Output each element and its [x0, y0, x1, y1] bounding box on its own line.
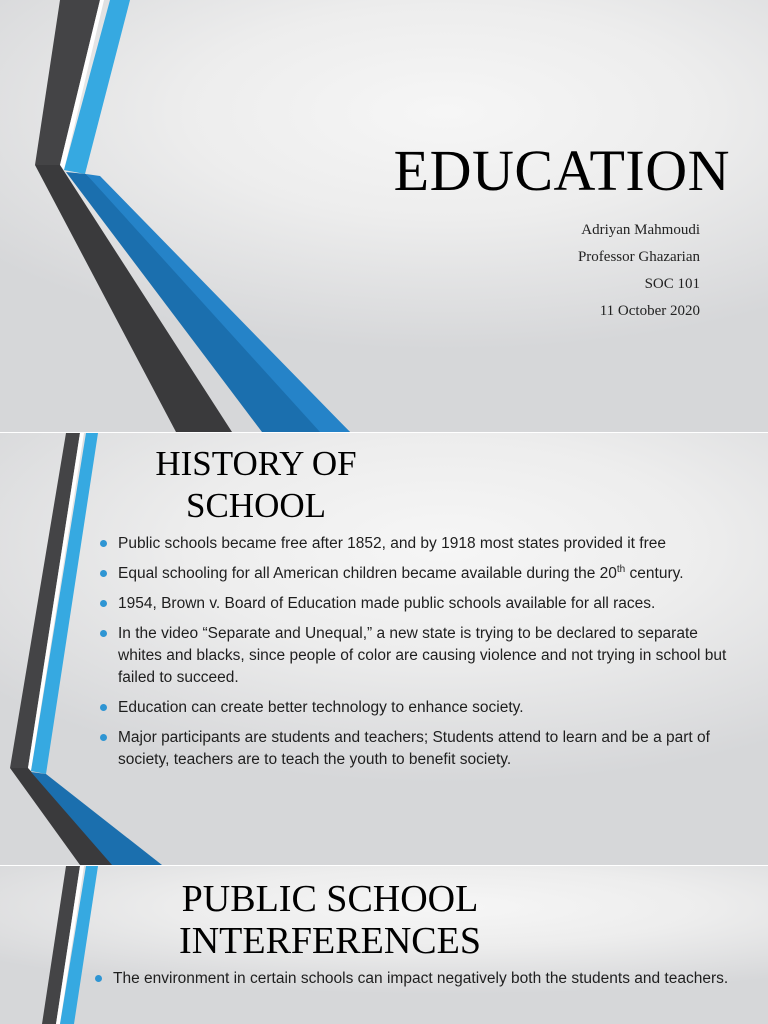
list-item: [100, 623, 730, 689]
course-code: SOC 101: [644, 276, 700, 292]
slide-title: [128, 443, 384, 527]
bullet-text: In the video “Separate and Unequal,” a new state is trying to be declared to separate whites and blacks, since people of color are causing violence and not trying in school but failed to succeed.: [118, 625, 727, 686]
swoosh-white-edge: [28, 433, 84, 771]
list-item: [100, 563, 730, 585]
bullet-text: 1954, Brown v. Board of Education made public schools available for all races.: [118, 595, 656, 612]
list-item: [100, 727, 730, 771]
slide-title-line2: INTERFERENCES: [179, 920, 481, 962]
slide-title: [0, 0, 768, 432]
slide-title-line2: SCHOOL: [185, 486, 327, 525]
bullet-text: Public schools became free after 1852, and by 1918 most states provided it free: [118, 535, 666, 552]
presentation-title: EDUCATION: [393, 138, 730, 203]
slide-title-line1: PUBLIC SCHOOL: [181, 878, 479, 920]
bullet-icon: [95, 975, 102, 982]
swoosh-decoration: [0, 0, 420, 432]
bullet-icon: [100, 540, 107, 547]
list-item: [100, 697, 730, 719]
bullet-icon: [100, 630, 107, 637]
slide-title-line1: HISTORY OF: [155, 444, 357, 483]
bullet-icon: [100, 600, 107, 607]
list-item: [100, 593, 730, 615]
list-item: [95, 968, 735, 990]
professor-name: Professor Ghazarian: [577, 249, 700, 265]
bullet-icon: [100, 704, 107, 711]
list-item: [100, 533, 730, 555]
bullet-text: The environment in certain schools can impact negatively both the students and teachers.: [113, 970, 729, 987]
bullet-list: [100, 533, 730, 779]
slide-title: [130, 878, 530, 962]
swoosh-decoration: [0, 866, 120, 1024]
author-name: Adriyan Mahmoudi: [581, 222, 700, 238]
bullet-text: Equal schooling for all American children became available during the 20: [118, 565, 617, 582]
superscript: th: [616, 563, 626, 575]
bullet-text-continued: century.: [625, 565, 684, 582]
bullet-text: Major participants are students and teachers; Students attend to learn and be a part of society, teachers are to teach the youth to benefit society.: [118, 729, 710, 768]
bullet-list: [95, 968, 735, 998]
bullet-icon: [100, 570, 107, 577]
presenter-info: [440, 220, 700, 328]
bullet-text: Education can create better technology to enhance society.: [118, 699, 524, 716]
slide-public-school-interferences: [0, 866, 768, 1024]
presentation-date: 11 October 2020: [599, 303, 700, 319]
bullet-icon: [100, 734, 107, 741]
slide-history-of-school: [0, 433, 768, 865]
